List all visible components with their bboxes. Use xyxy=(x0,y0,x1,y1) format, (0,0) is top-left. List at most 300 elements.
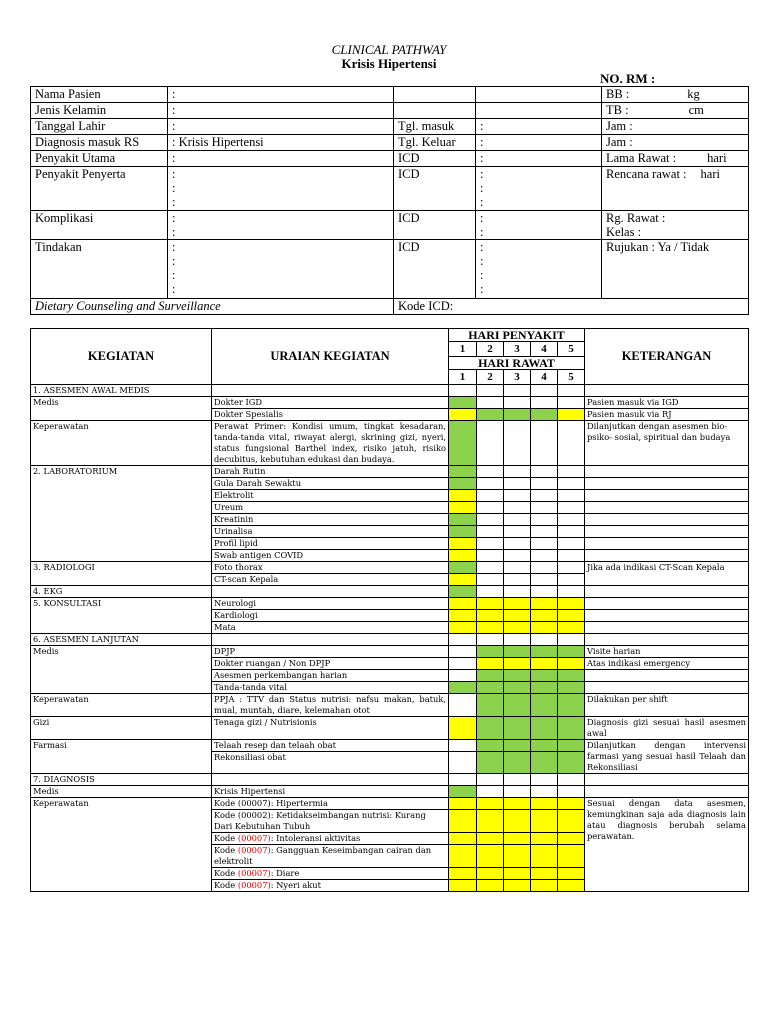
day-cell-yellow[interactable] xyxy=(531,868,558,880)
icd-label: ICD xyxy=(394,211,476,240)
empty-cell xyxy=(585,598,749,610)
day-cell-yellow[interactable] xyxy=(449,610,477,622)
uraian-cell: Tanda-tanda vital xyxy=(212,682,449,694)
day-cell-yellow[interactable] xyxy=(449,574,477,586)
day-cell-yellow[interactable] xyxy=(449,550,477,562)
day-header: 5 xyxy=(558,342,585,357)
day-cell[interactable] xyxy=(531,514,558,526)
day-cell[interactable] xyxy=(531,385,558,397)
day-cell[interactable] xyxy=(531,774,558,786)
keterangan-cell: Dilakukan per shift xyxy=(585,694,749,717)
table-row xyxy=(31,421,749,466)
day-cell[interactable] xyxy=(531,550,558,562)
section-label: 1. ASESMEN AWAL MEDIS xyxy=(31,385,212,397)
empty-cell xyxy=(585,466,749,478)
day-cell[interactable] xyxy=(477,774,504,786)
day-cell-green[interactable] xyxy=(449,562,477,574)
day-cell-yellow[interactable] xyxy=(531,833,558,845)
uraian-cell: Asesmen perkembangan harian xyxy=(212,670,449,682)
keterangan-cell: Pasien masuk via RJ xyxy=(585,409,749,421)
day-cell-yellow[interactable] xyxy=(531,810,558,833)
day-cell-yellow[interactable] xyxy=(531,880,558,892)
day-cell[interactable] xyxy=(558,478,585,490)
day-cell[interactable] xyxy=(477,586,504,598)
day-cell-green[interactable] xyxy=(558,694,585,717)
icd-label: ICD xyxy=(394,167,476,211)
empty-cell xyxy=(585,586,749,598)
day-cell[interactable] xyxy=(558,538,585,550)
empty-cell xyxy=(585,786,749,798)
uraian-cell: Dokter ruangan / Non DPJP xyxy=(212,658,449,670)
day-cell-yellow[interactable] xyxy=(504,833,531,845)
day-cell-yellow[interactable] xyxy=(504,798,531,810)
day-header: 4 xyxy=(531,342,558,357)
day-cell[interactable] xyxy=(558,634,585,646)
day-cell-green[interactable] xyxy=(504,670,531,682)
day-cell[interactable] xyxy=(449,658,477,670)
penyakit-penyerta-field[interactable]: : : : xyxy=(168,167,394,211)
keterangan-cell: Sesuai dengan data asesmen, kemungkinan saja ada diagnosis lain atau diagnosis berubah selama perawatan. xyxy=(585,798,749,892)
empty-cell xyxy=(476,87,602,103)
day-cell[interactable] xyxy=(477,786,504,798)
day-cell[interactable] xyxy=(531,526,558,538)
uraian-cell: Gula Darah Sewaktu xyxy=(212,478,449,490)
day-cell-yellow[interactable] xyxy=(477,658,504,670)
day-cell-yellow[interactable] xyxy=(449,868,477,880)
bb-field[interactable]: BB : kg xyxy=(602,87,749,103)
day-cell-yellow[interactable] xyxy=(477,810,504,833)
table-row xyxy=(31,586,749,598)
dietary-counseling-label: Dietary Counseling and Surveillance xyxy=(31,299,394,315)
day-cell[interactable] xyxy=(558,550,585,562)
jenis-kelamin-label: Jenis Kelamin xyxy=(31,103,168,119)
day-cell[interactable] xyxy=(558,421,585,466)
document-subtitle: Krisis Hipertensi xyxy=(341,56,437,71)
jam-masuk-field[interactable]: Jam : xyxy=(602,119,749,135)
day-cell-green[interactable] xyxy=(531,752,558,774)
table-row xyxy=(31,385,749,397)
empty-cell xyxy=(585,682,749,694)
day-cell[interactable] xyxy=(504,550,531,562)
day-cell[interactable] xyxy=(504,574,531,586)
uraian-cell: Kode (00007): Nyeri akut xyxy=(212,880,449,892)
day-cell[interactable] xyxy=(449,752,477,774)
table-row xyxy=(31,717,749,740)
day-cell-yellow[interactable] xyxy=(504,810,531,833)
day-cell[interactable] xyxy=(558,562,585,574)
day-cell[interactable] xyxy=(477,385,504,397)
icd-label: ICD xyxy=(394,240,476,299)
table-row xyxy=(31,740,749,752)
day-cell[interactable] xyxy=(477,478,504,490)
day-cell-yellow[interactable] xyxy=(558,845,585,868)
diagnosis-masuk-field[interactable]: : Krisis Hipertensi xyxy=(168,135,394,151)
keterangan-cell: Dilanjutkan dengan asesmen bio-psiko- sosial, spiritual dan budaya xyxy=(585,421,749,466)
uraian-cell: Telaah resep dan telaah obat xyxy=(212,740,449,752)
day-cell-green[interactable] xyxy=(531,409,558,421)
day-cell[interactable] xyxy=(477,538,504,550)
day-header: 3 xyxy=(504,370,531,385)
day-cell-yellow[interactable] xyxy=(449,490,477,502)
day-cell-green[interactable] xyxy=(558,646,585,658)
day-cell[interactable] xyxy=(531,538,558,550)
uraian-cell: Kode (00007): Hipertermia xyxy=(212,798,449,810)
section-label: 4. EKG xyxy=(31,586,212,598)
hari-rawat-header: HARI RAWAT xyxy=(449,357,585,370)
uraian-cell: Elektrolit xyxy=(212,490,449,502)
day-cell-yellow[interactable] xyxy=(449,502,477,514)
day-cell-green[interactable] xyxy=(449,478,477,490)
day-cell-green[interactable] xyxy=(558,682,585,694)
day-cell-green[interactable] xyxy=(449,786,477,798)
day-cell[interactable] xyxy=(477,550,504,562)
day-cell-yellow[interactable] xyxy=(449,880,477,892)
uraian-cell: Darah Rutin xyxy=(212,466,449,478)
tgl-keluar-label: Tgl. Keluar xyxy=(394,135,476,151)
day-cell[interactable] xyxy=(504,490,531,502)
day-cell[interactable] xyxy=(449,774,477,786)
icd-field[interactable]: : : : : xyxy=(476,240,602,299)
empty-cell xyxy=(212,774,449,786)
rujukan-field[interactable]: Rujukan : Ya / Tidak xyxy=(602,240,749,299)
day-cell-green[interactable] xyxy=(449,682,477,694)
day-cell[interactable] xyxy=(531,562,558,574)
uraian-cell: Kode (00007): Diare xyxy=(212,868,449,880)
keterangan-header: KETERANGAN xyxy=(585,329,749,385)
day-cell-green[interactable] xyxy=(531,740,558,752)
section-label: 2. LABORATORIUM xyxy=(31,466,212,562)
keterangan-cell: Jika ada indikasi CT-Scan Kepala xyxy=(585,562,749,586)
day-cell-green[interactable] xyxy=(477,670,504,682)
day-cell-yellow[interactable] xyxy=(477,598,504,610)
day-cell[interactable] xyxy=(504,538,531,550)
uraian-cell: Swab antigen COVID xyxy=(212,550,449,562)
day-cell[interactable] xyxy=(504,385,531,397)
day-cell-green[interactable] xyxy=(558,740,585,752)
day-cell[interactable] xyxy=(449,634,477,646)
day-cell[interactable] xyxy=(504,502,531,514)
patient-info-table xyxy=(30,86,749,315)
table-row xyxy=(31,798,749,810)
day-cell[interactable] xyxy=(477,502,504,514)
day-cell[interactable] xyxy=(504,421,531,466)
day-cell-yellow[interactable] xyxy=(558,622,585,634)
icd-field[interactable]: : : xyxy=(476,211,602,240)
day-cell[interactable] xyxy=(558,774,585,786)
day-cell[interactable] xyxy=(504,526,531,538)
icd-field[interactable]: : : : xyxy=(476,167,602,211)
day-cell-green[interactable] xyxy=(504,409,531,421)
section-label: 5. KONSULTASI xyxy=(31,598,212,634)
table-row xyxy=(31,562,749,574)
empty-cell xyxy=(585,550,749,562)
day-cell[interactable] xyxy=(531,490,558,502)
day-cell[interactable] xyxy=(558,586,585,598)
day-cell[interactable] xyxy=(477,421,504,466)
day-cell-yellow[interactable] xyxy=(449,538,477,550)
day-header: 1 xyxy=(449,370,477,385)
day-cell-green[interactable] xyxy=(449,466,477,478)
day-cell-yellow[interactable] xyxy=(477,880,504,892)
kode-icd-field[interactable]: Kode ICD: xyxy=(394,299,749,315)
day-cell-yellow[interactable] xyxy=(558,598,585,610)
day-cell[interactable] xyxy=(504,466,531,478)
icd-label: ICD xyxy=(394,151,476,167)
sub-label: Medis xyxy=(31,646,212,694)
uraian-cell: CT-scan Kepala xyxy=(212,574,449,586)
day-cell[interactable] xyxy=(504,786,531,798)
day-cell-green[interactable] xyxy=(477,682,504,694)
table-row xyxy=(31,774,749,786)
day-cell-yellow[interactable] xyxy=(558,658,585,670)
sub-label: Medis xyxy=(31,397,212,421)
jenis-kelamin-field[interactable]: : xyxy=(168,103,394,119)
day-cell-yellow[interactable] xyxy=(504,598,531,610)
pathway-table xyxy=(30,328,749,892)
day-cell[interactable] xyxy=(449,670,477,682)
penyakit-penyerta-label: Penyakit Penyerta xyxy=(31,167,168,211)
day-cell-green[interactable] xyxy=(531,670,558,682)
section-label: 7. DIAGNOSIS xyxy=(31,774,212,786)
day-cell-green[interactable] xyxy=(504,752,531,774)
hari-penyakit-header: HARI PENYAKIT xyxy=(449,329,585,342)
uraian-header: URAIAN KEGIATAN xyxy=(212,329,449,385)
table-row xyxy=(31,397,749,409)
day-cell-yellow[interactable] xyxy=(558,798,585,810)
empty-cell xyxy=(585,538,749,550)
day-cell-green[interactable] xyxy=(449,421,477,466)
keterangan-cell: Dilanjutkan dengan intervensi farmasi yang sesuai hasil Telaah dan Rekonsiliasi xyxy=(585,740,749,774)
day-cell-green[interactable] xyxy=(477,646,504,658)
sub-label: Gizi xyxy=(31,717,212,740)
day-cell[interactable] xyxy=(531,478,558,490)
tgl-masuk-field[interactable]: : xyxy=(476,119,602,135)
sub-label: Farmasi xyxy=(31,740,212,774)
empty-cell xyxy=(585,478,749,490)
empty-cell xyxy=(476,103,602,119)
day-cell-green[interactable] xyxy=(504,646,531,658)
day-cell-yellow[interactable] xyxy=(531,610,558,622)
day-cell-yellow[interactable] xyxy=(449,798,477,810)
uraian-cell: Kardiologi xyxy=(212,610,449,622)
keterangan-cell: Atas indikasi emergency xyxy=(585,658,749,670)
uraian-cell: Kode (00007): Intoleransi aktivitas xyxy=(212,833,449,845)
day-cell-yellow[interactable] xyxy=(449,622,477,634)
day-cell[interactable] xyxy=(531,421,558,466)
day-cell[interactable] xyxy=(449,385,477,397)
table-row xyxy=(31,598,749,610)
uraian-cell: Profil lipid xyxy=(212,538,449,550)
day-cell[interactable] xyxy=(558,490,585,502)
keterangan-cell: Pasien masuk via IGD xyxy=(585,397,749,409)
day-cell-yellow[interactable] xyxy=(531,845,558,868)
day-cell[interactable] xyxy=(504,562,531,574)
day-cell-green[interactable] xyxy=(558,752,585,774)
day-cell[interactable] xyxy=(558,526,585,538)
day-header: 3 xyxy=(504,342,531,357)
day-cell[interactable] xyxy=(531,397,558,409)
day-cell-green[interactable] xyxy=(449,397,477,409)
day-cell-green[interactable] xyxy=(449,514,477,526)
komplikasi-field[interactable]: : : xyxy=(168,211,394,240)
section-label: 3. RADIOLOGI xyxy=(31,562,212,586)
day-cell[interactable] xyxy=(558,385,585,397)
day-cell-yellow[interactable] xyxy=(531,598,558,610)
day-cell[interactable] xyxy=(477,397,504,409)
empty-cell xyxy=(212,385,449,397)
day-cell[interactable] xyxy=(531,634,558,646)
day-cell[interactable] xyxy=(477,514,504,526)
day-cell-green[interactable] xyxy=(504,682,531,694)
sub-label: Keperawatan xyxy=(31,421,212,466)
day-cell[interactable] xyxy=(558,466,585,478)
day-cell[interactable] xyxy=(531,466,558,478)
day-cell-yellow[interactable] xyxy=(558,810,585,833)
day-cell[interactable] xyxy=(477,574,504,586)
day-cell[interactable] xyxy=(449,646,477,658)
day-cell-yellow[interactable] xyxy=(477,845,504,868)
day-cell-yellow[interactable] xyxy=(504,868,531,880)
nama-pasien-field[interactable]: : xyxy=(168,87,394,103)
day-cell-green[interactable] xyxy=(477,409,504,421)
day-cell-yellow[interactable] xyxy=(449,833,477,845)
day-cell-green[interactable] xyxy=(504,740,531,752)
keterangan-cell: Diagnosis gizi sesuai hasil asesmen awal xyxy=(585,717,749,740)
day-cell[interactable] xyxy=(477,466,504,478)
day-cell[interactable] xyxy=(531,502,558,514)
tanggal-lahir-field[interactable]: : xyxy=(168,119,394,135)
day-cell[interactable] xyxy=(531,786,558,798)
day-cell[interactable] xyxy=(477,490,504,502)
day-cell[interactable] xyxy=(504,514,531,526)
sub-label: Keperawatan xyxy=(31,798,212,892)
day-cell-green[interactable] xyxy=(531,694,558,717)
tgl-keluar-field[interactable]: : xyxy=(476,135,602,151)
keterangan-cell: Visite harian xyxy=(585,646,749,658)
lama-rawat-field[interactable]: Lama Rawat : hari xyxy=(602,151,749,167)
day-cell[interactable] xyxy=(558,397,585,409)
day-cell-yellow[interactable] xyxy=(504,880,531,892)
day-cell-green[interactable] xyxy=(531,682,558,694)
day-cell-yellow[interactable] xyxy=(558,409,585,421)
day-cell-green[interactable] xyxy=(504,717,531,740)
day-cell-yellow[interactable] xyxy=(558,868,585,880)
empty-cell xyxy=(585,514,749,526)
uraian-cell: Krisis Hipertensi xyxy=(212,786,449,798)
icd-field[interactable]: : xyxy=(476,151,602,167)
table-row xyxy=(31,646,749,658)
empty-cell xyxy=(394,87,476,103)
day-cell-yellow[interactable] xyxy=(531,658,558,670)
uraian-cell: Neurologi xyxy=(212,598,449,610)
sub-label: Keperawatan xyxy=(31,694,212,717)
tindakan-field[interactable]: : : : : xyxy=(168,240,394,299)
day-cell[interactable] xyxy=(558,786,585,798)
empty-cell xyxy=(585,526,749,538)
ruang-rawat-field[interactable]: Rg. Rawat : Kelas : xyxy=(602,211,749,240)
day-header: 1 xyxy=(449,342,477,357)
tb-field[interactable]: TB : cm xyxy=(602,103,749,119)
day-cell-yellow[interactable] xyxy=(504,845,531,868)
empty-cell xyxy=(585,622,749,634)
day-cell-yellow[interactable] xyxy=(558,880,585,892)
uraian-cell: DPJP xyxy=(212,646,449,658)
day-cell-yellow[interactable] xyxy=(477,868,504,880)
day-cell[interactable] xyxy=(504,634,531,646)
day-cell-yellow[interactable] xyxy=(531,622,558,634)
day-cell-yellow[interactable] xyxy=(504,658,531,670)
day-cell-yellow[interactable] xyxy=(531,798,558,810)
day-cell[interactable] xyxy=(504,774,531,786)
day-cell-yellow[interactable] xyxy=(449,598,477,610)
uraian-cell: Dokter IGD xyxy=(212,397,449,409)
day-cell-yellow[interactable] xyxy=(504,610,531,622)
day-cell-green[interactable] xyxy=(477,717,504,740)
tindakan-label: Tindakan xyxy=(31,240,168,299)
day-cell[interactable] xyxy=(558,514,585,526)
day-cell-yellow[interactable] xyxy=(449,845,477,868)
day-cell-yellow[interactable] xyxy=(449,409,477,421)
day-cell-green[interactable] xyxy=(449,586,477,598)
day-cell-green[interactable] xyxy=(558,670,585,682)
day-cell-green[interactable] xyxy=(477,752,504,774)
day-header: 5 xyxy=(558,370,585,385)
day-cell-yellow[interactable] xyxy=(477,798,504,810)
day-cell-yellow[interactable] xyxy=(477,622,504,634)
komplikasi-label: Komplikasi xyxy=(31,211,168,240)
day-cell[interactable] xyxy=(504,586,531,598)
day-cell-green[interactable] xyxy=(449,526,477,538)
uraian-cell: Mata xyxy=(212,622,449,634)
day-cell-yellow[interactable] xyxy=(558,610,585,622)
day-cell[interactable] xyxy=(558,502,585,514)
uraian-cell: Tenaga gizi / Nutrisionis xyxy=(212,717,449,740)
penyakit-utama-field[interactable]: : xyxy=(168,151,394,167)
day-header: 4 xyxy=(531,370,558,385)
empty-cell xyxy=(585,670,749,682)
day-cell-green[interactable] xyxy=(504,694,531,717)
day-cell-green[interactable] xyxy=(477,740,504,752)
uraian-cell: Kode (00007): Gangguan Keseimbangan cairan dan elektrolit xyxy=(212,845,449,868)
day-cell-green[interactable] xyxy=(558,717,585,740)
day-cell-green[interactable] xyxy=(531,717,558,740)
day-cell[interactable] xyxy=(449,740,477,752)
rencana-rawat-field[interactable]: Rencana rawat : hari xyxy=(602,167,749,211)
day-cell-yellow[interactable] xyxy=(504,622,531,634)
day-cell-yellow[interactable] xyxy=(449,717,477,740)
empty-cell xyxy=(585,385,749,397)
uraian-cell: Dokter Spesialis xyxy=(212,409,449,421)
day-cell[interactable] xyxy=(504,397,531,409)
day-cell-yellow[interactable] xyxy=(558,833,585,845)
empty-cell xyxy=(212,586,449,598)
day-cell[interactable] xyxy=(531,574,558,586)
day-cell[interactable] xyxy=(558,574,585,586)
day-cell[interactable] xyxy=(477,526,504,538)
day-cell[interactable] xyxy=(477,634,504,646)
day-cell[interactable] xyxy=(477,562,504,574)
day-cell-yellow[interactable] xyxy=(449,810,477,833)
day-cell[interactable] xyxy=(504,478,531,490)
day-cell[interactable] xyxy=(449,694,477,717)
day-cell-green[interactable] xyxy=(531,646,558,658)
jam-keluar-field[interactable]: Jam : xyxy=(602,135,749,151)
day-cell-green[interactable] xyxy=(477,694,504,717)
day-cell-yellow[interactable] xyxy=(477,833,504,845)
day-cell[interactable] xyxy=(531,586,558,598)
empty-cell xyxy=(394,103,476,119)
day-cell-yellow[interactable] xyxy=(477,610,504,622)
